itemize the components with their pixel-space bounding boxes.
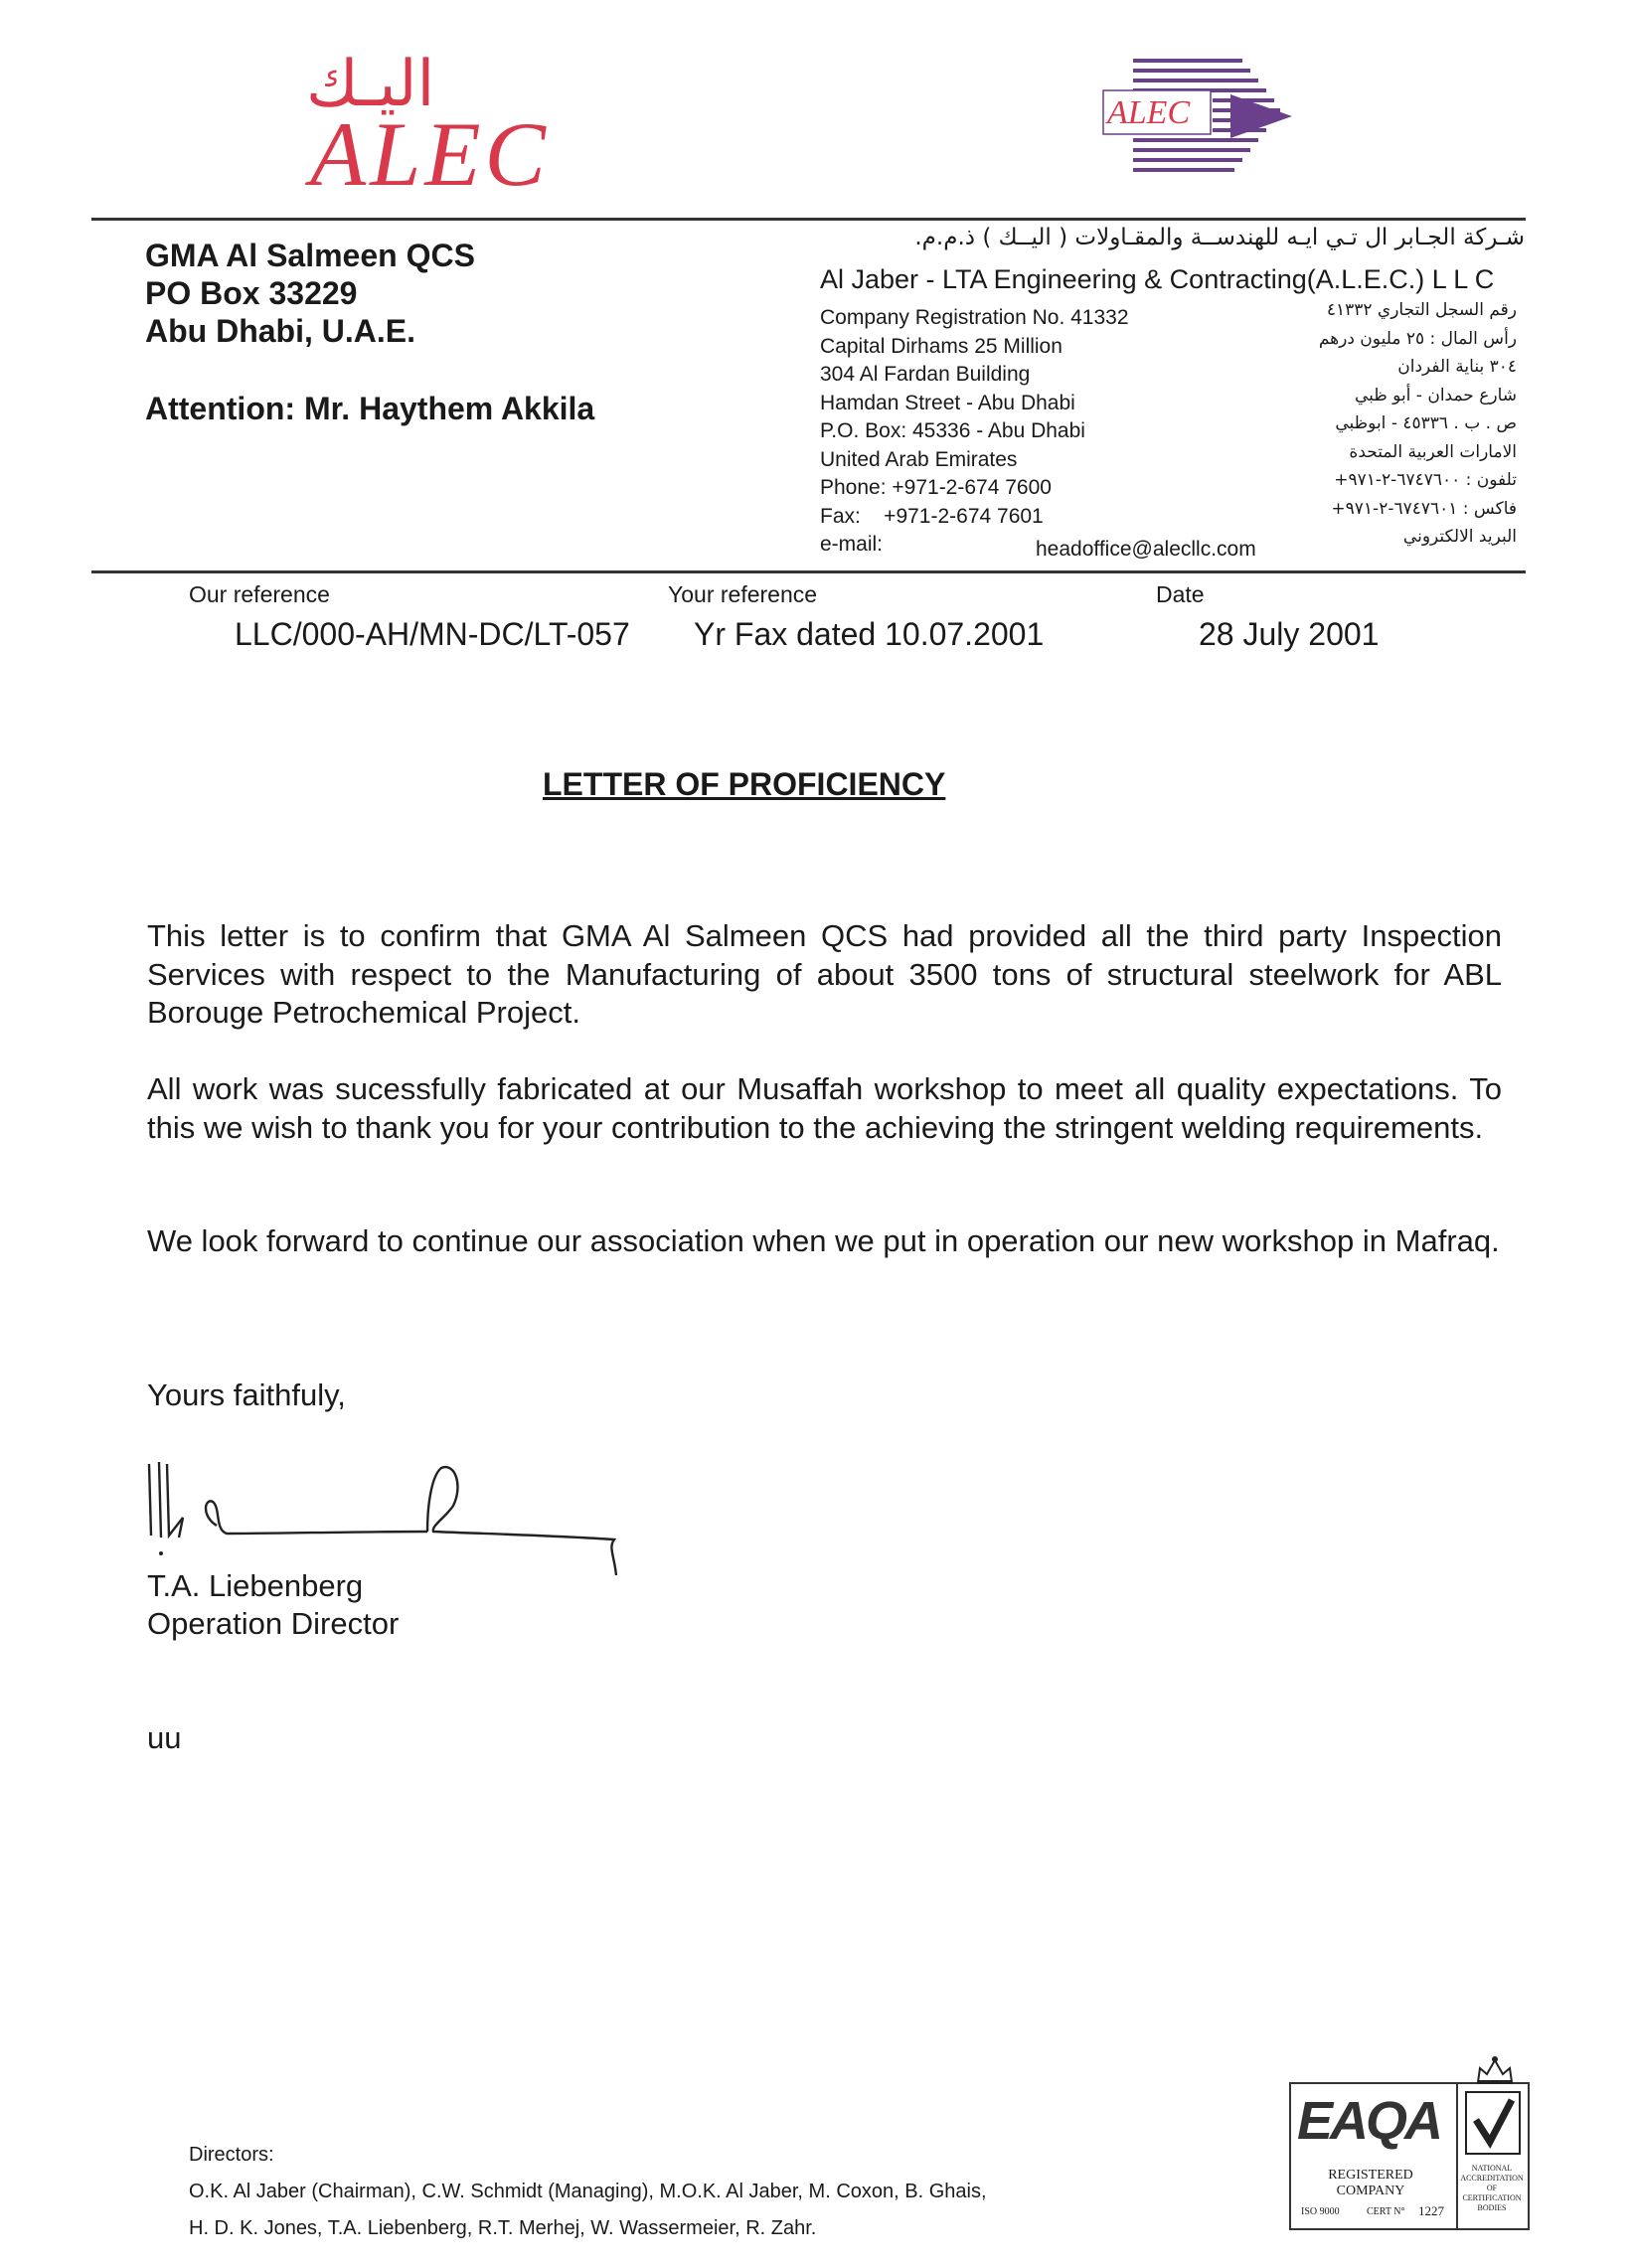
country-line: United Arab Emirates <box>820 447 1018 471</box>
capital-line: Capital Dirhams 25 Million <box>820 334 1062 358</box>
registration-line: Company Registration No. 41332 <box>820 306 1129 329</box>
typist-initials: uu <box>147 1720 182 1755</box>
signer-name: T.A. Liebenberg <box>147 1568 364 1603</box>
street-line: Hamdan Street - Abu Dhabi <box>820 391 1075 414</box>
your-reference-value: Yr Fax dated 10.07.2001 <box>694 616 1045 652</box>
company-logo-arabic: اليـك <box>306 48 435 121</box>
directors-list: H. D. K. Jones, T.A. Liebenberg, R.T. Merhej, W. Wassermeier, R. Zahr. <box>189 2217 817 2239</box>
email-label: e-mail: <box>820 533 884 556</box>
your-reference-label: Your reference <box>668 581 818 607</box>
cert-logo: EAQA <box>1297 2091 1441 2151</box>
emblem-label: ALEC <box>1107 94 1191 131</box>
checkmark-icon <box>1464 2090 1522 2161</box>
building-line-ar: ٣٠٤ بناية الفردان <box>1397 357 1517 377</box>
capital-line-ar: رأس المال : ٢٥ مليون درهم <box>1318 328 1517 349</box>
po-box-line: P.O. Box: 45336 - Abu Dhabi <box>820 419 1085 442</box>
directors-list: O.K. Al Jaber (Chairman), C.W. Schmidt (Managing), M.O.K. Al Jaber, M. Coxon, B. Ghais, <box>189 2181 987 2202</box>
closing-line: Yours faithfuly, <box>147 1377 346 1412</box>
recipient-city: Abu Dhabi, U.A.E. <box>145 313 415 349</box>
company-details-arabic <box>1319 296 1517 552</box>
cert-iso: ISO 9000 <box>1301 2206 1340 2217</box>
cert-registered: REGISTERED <box>1328 2168 1413 2183</box>
date-value: 28 July 2001 <box>1199 616 1380 652</box>
company-name-arabic: شـركة الجـابر ال تـي ايـه للهندســة والمقـاولات ( اليــك ) ذ.م.م. <box>914 225 1525 250</box>
fax-line-ar: فاكس : ٦٧٤٧٦٠١-٢-٩٧١+ <box>1331 498 1517 519</box>
street-line-ar: شارع حمدان - أبو ظبي <box>1354 385 1517 405</box>
body-paragraph: All work was sucessfully fabricated at our Musaffah workshop to meet all quality expectations. To this we wish to thank you for your contribution to the achieving the stringent welding requirements. <box>147 1071 1502 1145</box>
signer-title: Operation Director <box>147 1606 400 1641</box>
company-details <box>820 304 1129 560</box>
recipient-name: GMA Al Salmeen QCS <box>145 238 475 273</box>
crown-icon <box>1474 2054 1516 2091</box>
po-box-line-ar: ص . ب . ٤٥٣٣٦ - ابوظبي <box>1335 413 1517 433</box>
header-rule-top <box>91 218 1526 221</box>
cert-accreditation: NATIONAL ACCREDITATION OF CERTIFICATION BODIES <box>1460 2164 1524 2212</box>
body-paragraph: We look forward to continue our association when we put in operation our new workshop in Mafraq. <box>147 1223 1500 1258</box>
registration-line-ar: رقم السجل التجاري ٤١٣٣٢ <box>1326 300 1517 320</box>
recipient-po-box: PO Box 33229 <box>145 275 358 311</box>
fax-line: Fax: +971-2-674 7601 <box>820 504 1044 528</box>
directors-label: Directors: <box>189 2144 274 2166</box>
building-line: 304 Al Fardan Building <box>820 363 1031 386</box>
body-paragraph: This letter is to confirm that GMA Al Salmeen QCS had provided all the third party Inspection Services with respect to the Manufacturing of about 3500 tons of structural steelwork for ABL Borouge Petrochemical Project. <box>147 918 1502 1030</box>
certification-badge <box>1289 2082 1530 2230</box>
our-reference-value: LLC/000-AH/MN-DC/LT-057 <box>235 616 630 652</box>
our-reference-label: Our reference <box>189 581 330 607</box>
country-line-ar: الامارات العربية المتحدة <box>1349 441 1517 462</box>
phone-line: Phone: +971-2-674 7600 <box>820 476 1052 499</box>
cert-company: COMPANY <box>1336 2184 1405 2198</box>
email-label-ar: البريد الالكتروني <box>1402 527 1517 547</box>
alec-emblem <box>1093 55 1302 174</box>
company-logo-text: ALEC <box>310 103 550 205</box>
company-name-english: Al Jaber - LTA Engineering & Contracting(A.L.E.C.) L L C <box>820 264 1495 294</box>
header-rule-bottom <box>91 570 1526 573</box>
date-label: Date <box>1156 581 1205 607</box>
attention-line: Attention: Mr. Haythem Akkila <box>145 391 595 426</box>
signature <box>139 1456 636 1580</box>
cert-number-label: CERT N° <box>1367 2206 1405 2217</box>
letter-title: LETTER OF PROFICIENCY <box>543 766 946 802</box>
cert-number: 1227 <box>1418 2203 1444 2218</box>
phone-line-ar: تلفون : ٦٧٤٧٦٠٠-٢-٩٧١+ <box>1334 470 1517 490</box>
cert-divider <box>1456 2084 1458 2228</box>
email-address[interactable]: headoffice@alecllc.com <box>1036 538 1256 561</box>
